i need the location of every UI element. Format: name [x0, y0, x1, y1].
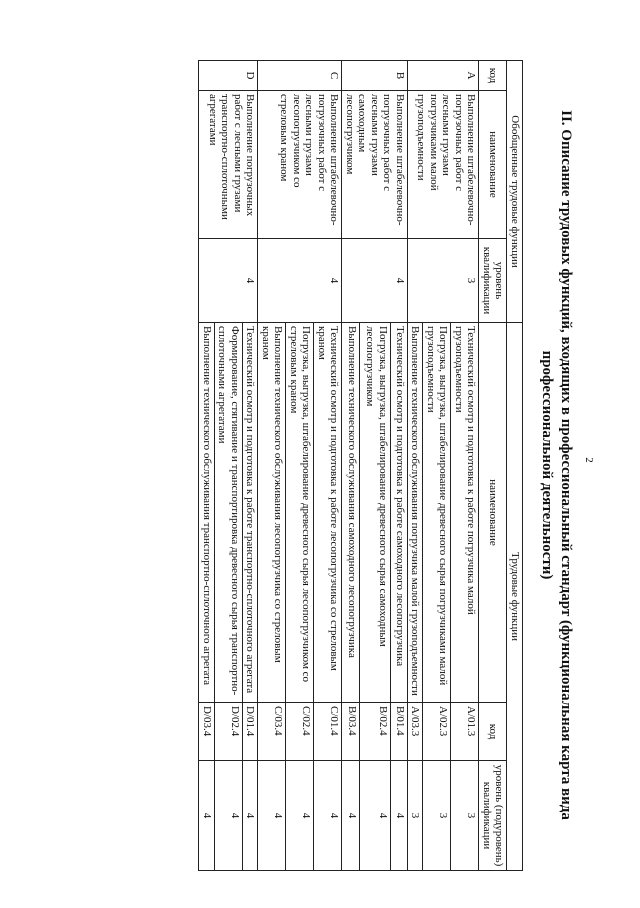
- function-level: 4: [215, 761, 243, 871]
- function-level: 4: [359, 761, 390, 871]
- group-level: 4: [258, 239, 342, 323]
- function-code: A/01.3: [451, 703, 479, 761]
- group-code: A: [408, 61, 480, 91]
- function-level: 4: [258, 761, 286, 871]
- function-name: Погрузка, выгрузка, штабелирование древесного сырья самоходным лесопогрузчиком: [359, 323, 390, 703]
- header-func-level: уровень (подуровень) квалификации: [479, 761, 507, 871]
- header-row-top: [507, 61, 523, 871]
- function-code: C/02.4: [286, 703, 314, 761]
- header-generalized-functions: Обобщенные трудовые функции: [507, 61, 523, 323]
- function-code: B/02.4: [359, 703, 390, 761]
- header-labor-functions: Трудовые функции: [507, 323, 523, 871]
- function-level: 3: [408, 761, 424, 871]
- function-level: 4: [342, 761, 359, 871]
- header-gen-name: наименование: [479, 91, 507, 239]
- function-code: D/02.4: [215, 703, 243, 761]
- function-code: D/01.4: [243, 703, 259, 761]
- group-name: Выполнение погрузочных работ с лесными грузами транспортно-сплоточными агрегатами: [199, 91, 258, 239]
- group-code: B: [342, 61, 408, 91]
- function-level: 4: [243, 761, 259, 871]
- function-code: C/01.4: [314, 703, 342, 761]
- group-code: D: [199, 61, 258, 91]
- function-level: 3: [423, 761, 451, 871]
- function-name: Технический осмотр и подготовка к работе самоходного лесопогрузчика: [390, 323, 407, 703]
- header-func-code: код: [479, 703, 507, 761]
- function-name: Выполнение технического обслуживания лесопогрузчика со стреловым краном: [258, 323, 286, 703]
- table-row: [243, 61, 259, 871]
- header-row-bottom: [479, 61, 507, 871]
- table-row: [451, 61, 479, 871]
- section-title: II. Описание трудовых функций, входящих в профессиональный стандарт (функциональная карта вида профессиональной деятельности): [539, 110, 574, 820]
- functional-map-table: [199, 60, 524, 871]
- function-name: Выполнение технического обслуживания самоходного лесопогрузчика: [342, 323, 359, 703]
- function-code: D/03.4: [199, 703, 215, 761]
- group-code: C: [258, 61, 342, 91]
- function-code: B/01.4: [390, 703, 407, 761]
- function-level: 3: [451, 761, 479, 871]
- function-name: Погрузка, выгрузка, штабелирование древесного сырья лесопогрузчиком со стреловым краном: [286, 323, 314, 703]
- table-row: [314, 61, 342, 871]
- function-name: Технический осмотр и подготовка к работе погрузчика малой грузоподъемности: [451, 323, 479, 703]
- group-level: 3: [408, 239, 480, 323]
- group-name: Выполнение штабелевочно-погрузочных работ с лесными грузами самоходным лесопогрузчиком: [342, 91, 408, 239]
- header-gen-level: уровень квалификации: [479, 239, 507, 323]
- header-gen-code: код: [479, 61, 507, 91]
- function-name: Формирование, стягивание и транспортировка древесного сырья транспортно-сплоточными агрегатами: [215, 323, 243, 703]
- function-code: C/03.4: [258, 703, 286, 761]
- group-name: Выполнение штабелевочно-погрузочных работ с лесными грузами лесопогрузчиком со стреловым краном: [258, 91, 342, 239]
- function-code: A/02.3: [423, 703, 451, 761]
- function-level: 4: [199, 761, 215, 871]
- table-row: [390, 61, 407, 871]
- function-name: Технический осмотр и подготовка к работе транспортно-сплоточного агрегата: [243, 323, 259, 703]
- function-name: Выполнение технического обслуживания погрузчика малой грузоподъемности: [408, 323, 424, 703]
- rotated-page-content: [65, 60, 575, 870]
- function-name: Погрузка, выгрузка, штабелирование древесного сырья погрузчиками малой грузоподъемности: [423, 323, 451, 703]
- function-level: 4: [314, 761, 342, 871]
- group-name: Выполнение штабелевочно-погрузочных работ с лесными грузами погрузчиками малой грузоподъемности: [408, 91, 480, 239]
- group-level: 4: [199, 239, 258, 323]
- function-code: A/03.3: [408, 703, 424, 761]
- function-code: B/03.4: [342, 703, 359, 761]
- function-level: 4: [286, 761, 314, 871]
- function-name: Технический осмотр и подготовка к работе лесопогрузчика со стреловым краном: [314, 323, 342, 703]
- function-name: Выполнение технического обслуживания транспортно-сплоточного агрегата: [199, 323, 215, 703]
- page-number: 2: [582, 457, 595, 463]
- group-level: 4: [342, 239, 408, 323]
- header-func-name: наименование: [479, 323, 507, 703]
- function-level: 4: [390, 761, 407, 871]
